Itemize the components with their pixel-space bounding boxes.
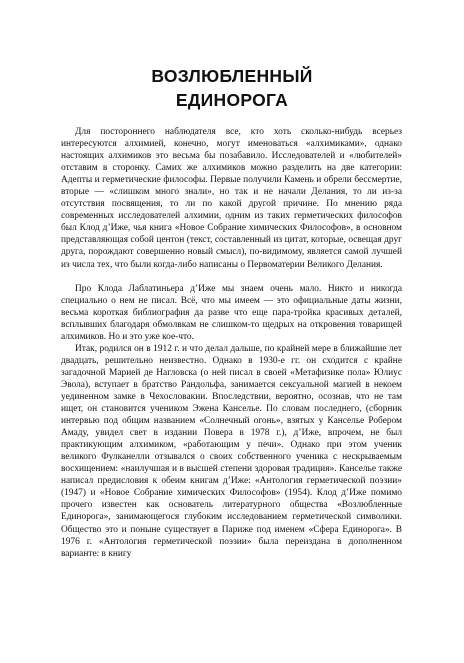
chapter-title-line-2: ЕДИНОРОГА: [175, 90, 289, 110]
chapter-title: [0, 64, 464, 112]
chapter-title-line-1: ВОЗЛЮБЛЕННЫЙ: [151, 66, 313, 86]
paragraph-3: Итак, родился он в 1912 г. и что делал дальше, по крайней мере в ближайшие лет двадцать, решительно неизвестно. Однако в 1930-е гг. он сходится с крайне загадочной Марией де Нагловска (о ней писал в своей «Метафизике пола» Юлиус Эвола), вступает в братство Рандольфа, занимается сексуальной магией в некоем уединенном замке в Чехословакии. Впоследствии, вероятно, осознав, что не там ищет, он становится учеником Эжена Канселье. По словам последнего, (сборник интервью под общим названием «Солнечный огонь», взятых у Канселье Робером Амаду, увидел свет в издании Повера в 1978 г.), д’Иже, впрочем, не был практикующим алхимиком, «работающим у печи». Однако при этом ученик великого Фулканелли отзывался о своих собственного ученика с нескрываемым восхищением: «наилучшая и в высшей степени здоровая традиция». Канселье также написал предисловия к обеим книгам д’Иже: «Антология герметической поэзии» (1947) и «Новое Собрание химических Философов» (1954). Клод д’Иже помимо прочего известен как основатель литературного общества «Возлюбленные Единорога», занимающегося глубоким исследованием герметической символики. Общество это и поныне существует в Париже под именем «Сфера Единорога». В 1976 г. «Антология герметической поэзии» была переиздана в дополненном варианте: в книгу: [61, 343, 402, 559]
paragraph-1: Для постороннего наблюдателя все, кто хоть сколько-нибудь всерьез интересуются алхимией, конечно, могут именоваться «алхимиками», однако настоящих алхимиков это весьма бы позабавило. Исследователей и «любителей» отставим в сторонку. Самих же алхимиков можно разделить на две категории: Адепты и герметические философы. Первые получили Камень и обрели бессмертие, вторые — «слишком много знали», но так и не начали Делания, то ли из-за отсутствия посвящения, то ли по какой другой причине. По мнению ряда современных исследователей алхимии, одним из таких герметических философов был Клод д’Иже, чья книга «Новое Собрание химических Философов», в основном представляющая собой центон (текст, составленный из цитат, которые, освещая друг друга, порождают совершенно новый смысл), по-видимому, является самой лучшей из числа тех, что были когда-либо написаны о Первоматерии Великого Делания.: [61, 127, 402, 270]
paragraph-2: Про Клода Лаблатиньера д’Иже мы знаем очень мало. Никто и никогда специально о нем не писал. Всё, что мы имеем — это официальные даты жизни, весьма короткая библиография да разве что еще пара-тройка красивых деталей, всплывших благодаря обмолвкам не слишком-то щедрых на откровения товарищей алхимиков. Но и это уже кое-что.: [61, 283, 402, 342]
body-text: [61, 126, 402, 560]
